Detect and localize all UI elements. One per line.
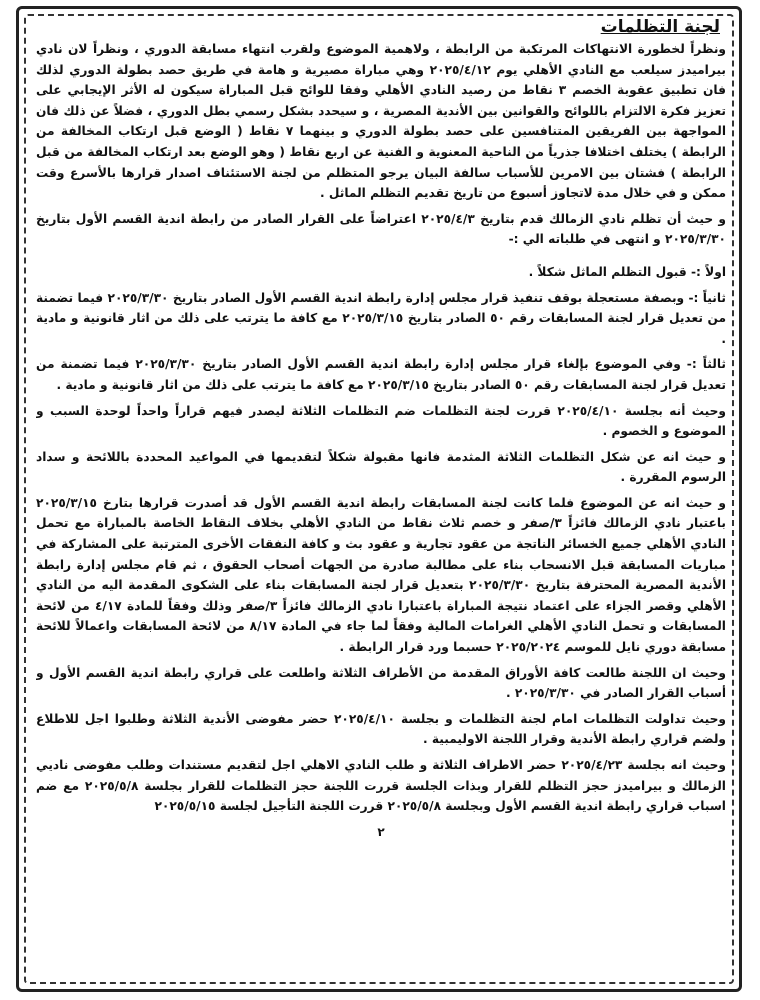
request-third: ثالثاً :- وفي الموضوع بإلغاء قرار مجلس إدارة رابطة اندية القسم الأول الصادر بتاريخ ٢٠٢٥/٣/٣٠ فيما تضمنة من تعديل قرار لجنة المسابقات رقم ٥٠ الصادر بتاريخ ٢٠٢٥/٣/١٥ مع كافة ما يترتب على ذلك من اثار قانونية و مادية . (36, 357, 726, 392)
paragraph-merits: و حيث انه عن الموضوع فلما كانت لجنة المسابقات رابطة اندية القسم الأول قد أصدرت قرارها بتارخ ٢٠٢٥/٣/١٥ باعتبار نادي الزمالك فائزاً ٣/صفر و خصم ثلاث نقاط من النادي الأهلي بخلاف النقاط الخاصة بالمباراة مع تحمل النادي الأهلي جميع الخسائر الناتجة من عقود تجارية و عقود بث و كافة النفقات الأخرى المترتبة على المشاركة في مباريات المسابقة قبل الانسحاب بناء على مطالبة صادرة من الجهات أصحاب الحقوق ، ثم قام مجلس إدارة رابطة الأندية المصرية المحترفة بتاريخ ٢٠٢٥/٣/٣٠ بتعديل قرار لجنة المسابقات بناء على الشكوى المقدمة اليه من النادي الأهلي وقصر الجزاء على اعتماد نتيجة المباراة باعتبارا نادي الزمالك فائزاً ٣/صفر وذلك وفقاً للمادة ٤/١٧ من لائحة المسابقات و تحمل النادي الأهلي الغرامات المالية وفقاً لما جاء في المادة ٨/١٧ من لائحة المسابقات واعمالاً للائحة مسابقة دوري نايل للموسم ٢٠٢٥/٢٠٢٤ حسبما ورد قرار الرابطة . (36, 495, 726, 655)
paragraph-merge-decision: وحيث أنه بجلسة ٢٠٢٥/٤/١٠ قررت لجنة التظلمات ضم التظلمات الثلاثة ليصدر فيهم قراراً واحداً لوحدة السبب و الموضوع و الخصوم . (36, 403, 726, 439)
paragraph-review: وحيث ان اللجنة طالعت كافة الأوراق المقدمة من الأطراف الثلاثة واطلعت على قراري رابطة اندية القسم الأول و أسباب القرار الصادر في ٢٠٢٥/٣/٣٠ . (36, 665, 726, 701)
paragraph-hearing-2: وحيث انه بجلسة ٢٠٢٥/٤/٢٣ حضر الاطراف الثلاثة و طلب النادي الاهلي اجل لتقديم مستندات وطلب مفوضى ناديي الزمالك و بيراميدز حجز التظلم للقرار وبذات الجلسة قررت اللجنة حجز التظلمات للقرار بجلسة ٢٠٢٥/٥/٨ مع ضم اسباب قراري رابطة اندية القسم الأول وبجلسة ٢٠٢٥/٥/٨ قررت اللجنة التأجيل لجلسة ٢٠٢٥/٥/١٥ (36, 758, 726, 814)
paragraph-urgency: ونظراً لخطورة الانتهاكات المرتكبة من الرابطة ، ولاهمية الموضوع ولقرب انتهاء مسابقة الدوري ، ونظراً لان نادي بيراميدز سيلعب مع النادي الأهلي يوم ٢٠٢٥/٤/١٢ وهي مباراة مصيرية و هامة في طريق حصد بطولة الدوري لذلك فان تطبيق عقوبة الخصم ٣ نقاط من رصيد النادي الأهلي وفقا للوائح قبل المباراة سيكون له الأثر الإيجابي على تعزيز فكرة الالتزام باللوائح والقوانين بين الأندية المصرية ، و سيحدد بشكل رسمي بطل الدوري ، فضلاً عن ذلك فان المواجهة بين الفريقين المتنافسين على حصد بطولة الدوري و بينهما ٧ نقاط ( الوضع قبل ارتكاب المخالفة من الرابطة ) يختلف اختلافا جذرياً من الناحية المعنوية و الفنية عن اربع نقاط ( وهو الوضع بعد ارتكاب المخالفة من قبل الرابطة ) فشتان بين الامرين للأسباب سالفة البيان يرجو المتظلم من لجنة الاستئناف اصدار قرارها بالأسرع وقت ممكن و في خلال مدة لاتجاوز أسبوع من تاريخ تقديم التظلم الماثل . (36, 42, 726, 201)
page-number: ٢ (377, 824, 385, 839)
paragraph-zamalek-appeal: و حيث أن تظلم نادي الزمالك قدم بتاريخ ٢٠٢٥/٤/٣ اعتراضاً على القرار الصادر من رابطة اندية القسم الأول بتاريخ ٢٠٢٥/٣/٣٠ و انتهى في طلباته الي :- (36, 211, 726, 247)
document-body (36, 16, 726, 984)
page-title: لجنة التظلمات (600, 17, 720, 37)
request-second: ثانياً :- وبصفة مستعجلة بوقف تنفيذ قرار مجلس إدارة رابطة اندية القسم الأول الصادر بتاريخ ٢٠٢٥/٣/٣٠ فيما تضمنة من تعديل قرار لجنة المسابقات رقم ٥٠ الصادر بتاريخ ٢٠٢٥/٣/١٥ مع كافة ما يترتب على ذلك من اثار قانونية و مادية . (36, 290, 726, 346)
request-first: اولاً :- قبول التظلم الماثل شكلاً . (528, 264, 726, 279)
paragraph-hearing-1: وحيث تداولت التظلمات امام لجنة التظلمات و بجلسة ٢٠٢٥/٤/١٠ حضر مفوضى الأندية الثلاثة وطلبوا اجل للاطلاع ولضم قراري رابطة الأندية وقرار اللجنة الاوليمبية . (36, 711, 726, 747)
paragraph-form: و حيث انه عن شكل التظلمات الثلاثة المثدمة فانها مقبولة شكلاً لتقديمها في المواعيد المحددة باللائحة و سداد الرسوم المقررة . (36, 449, 726, 485)
